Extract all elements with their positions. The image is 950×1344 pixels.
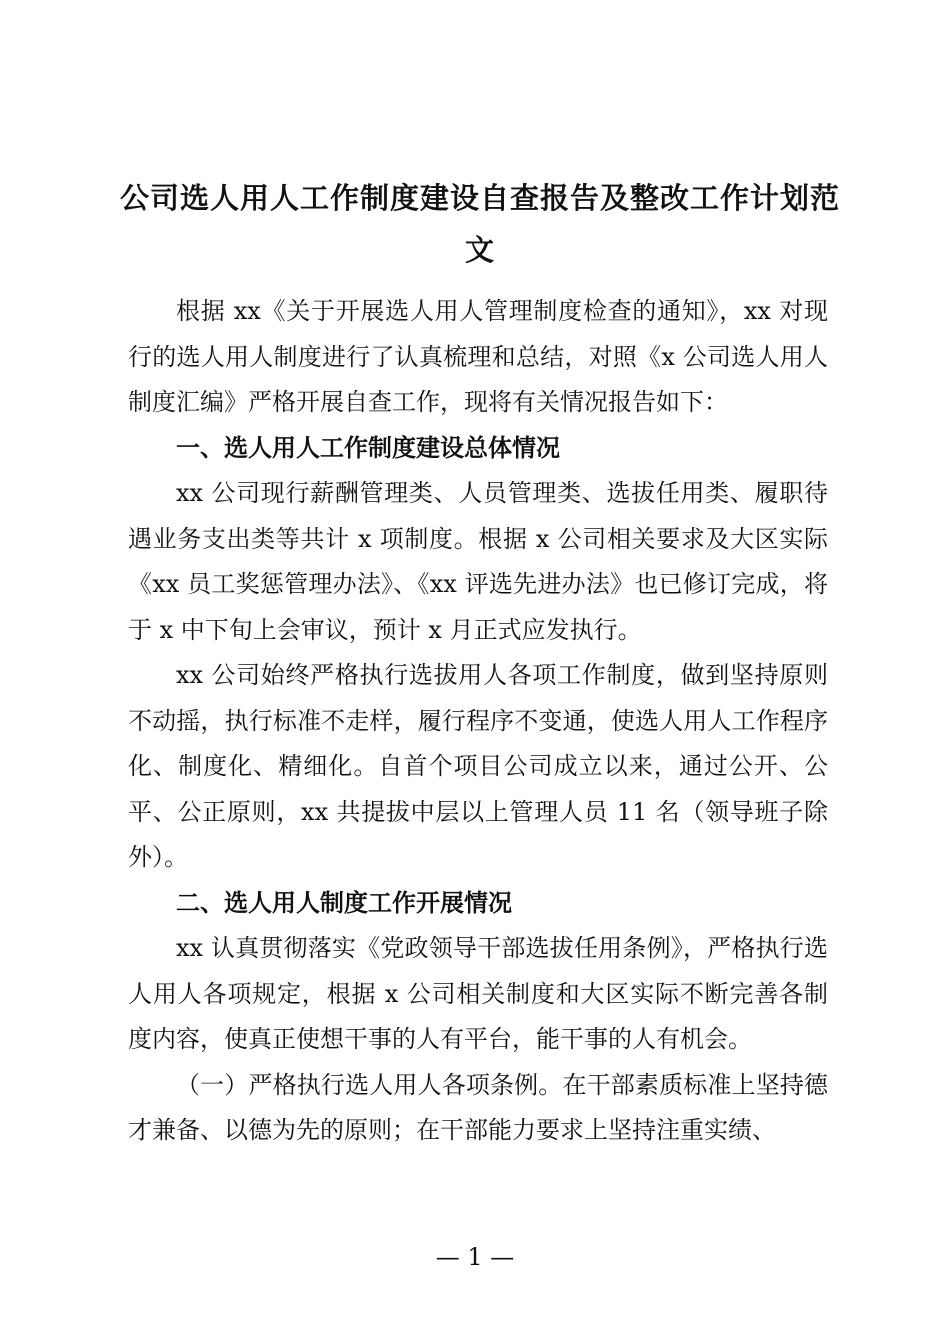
document-body xyxy=(128,289,828,1154)
body-paragraph: xx 公司始终严格执行选拔用人各项工作制度，做到坚持原则不动摇，执行标准不走样，履行程序不变通，使选人用人工作程序化、制度化、精细化。自首个项目公司成立以来，通过公开、公平、公正原则，xx 共提拔中层以上管理人员 11 名（领导班子除外）。 xyxy=(128,661,828,871)
page-number: — 1 — xyxy=(435,1243,515,1271)
subsection-paragraph: （一）严格执行选人用人各项条例。在干部素质标准上坚持德才兼备、以德为先的原则；在干部能力要求上坚持注重实绩、 xyxy=(128,1070,828,1144)
body-paragraph: xx 公司现行薪酬管理类、人员管理类、选拔任用类、履职待遇业务支出类等共计 x 项制度。根据 x 公司相关要求及大区实际《xx 员工奖惩管理办法》、《xx 评选先进办法》也已修订完成，将于 x 中下旬上会审议，预计 x 月正式应发执行。 xyxy=(128,479,828,644)
section-heading-2: 二、选人用人制度工作开展情况 xyxy=(176,888,512,917)
section-heading-1: 一、选人用人工作制度建设总体情况 xyxy=(176,433,560,462)
document-title: 公司选人用人工作制度建设自查报告及整改工作计划范文 xyxy=(120,181,841,267)
intro-paragraph: 根据 xx《关于开展选人用人管理制度检查的通知》，xx 对现行的选人用人制度进行了认真梳理和总结，对照《x 公司选人用人制度汇编》严格开展自查工作，现将有关情况报告如下： xyxy=(128,297,828,416)
body-paragraph: xx 认真贯彻落实《党政领导干部选拔任用条例》，严格执行选人用人各项规定，根据 x 公司相关制度和大区实际不断完善各制度内容，使真正使想干事的人有平台，能干事的人有机会。 xyxy=(128,934,828,1053)
